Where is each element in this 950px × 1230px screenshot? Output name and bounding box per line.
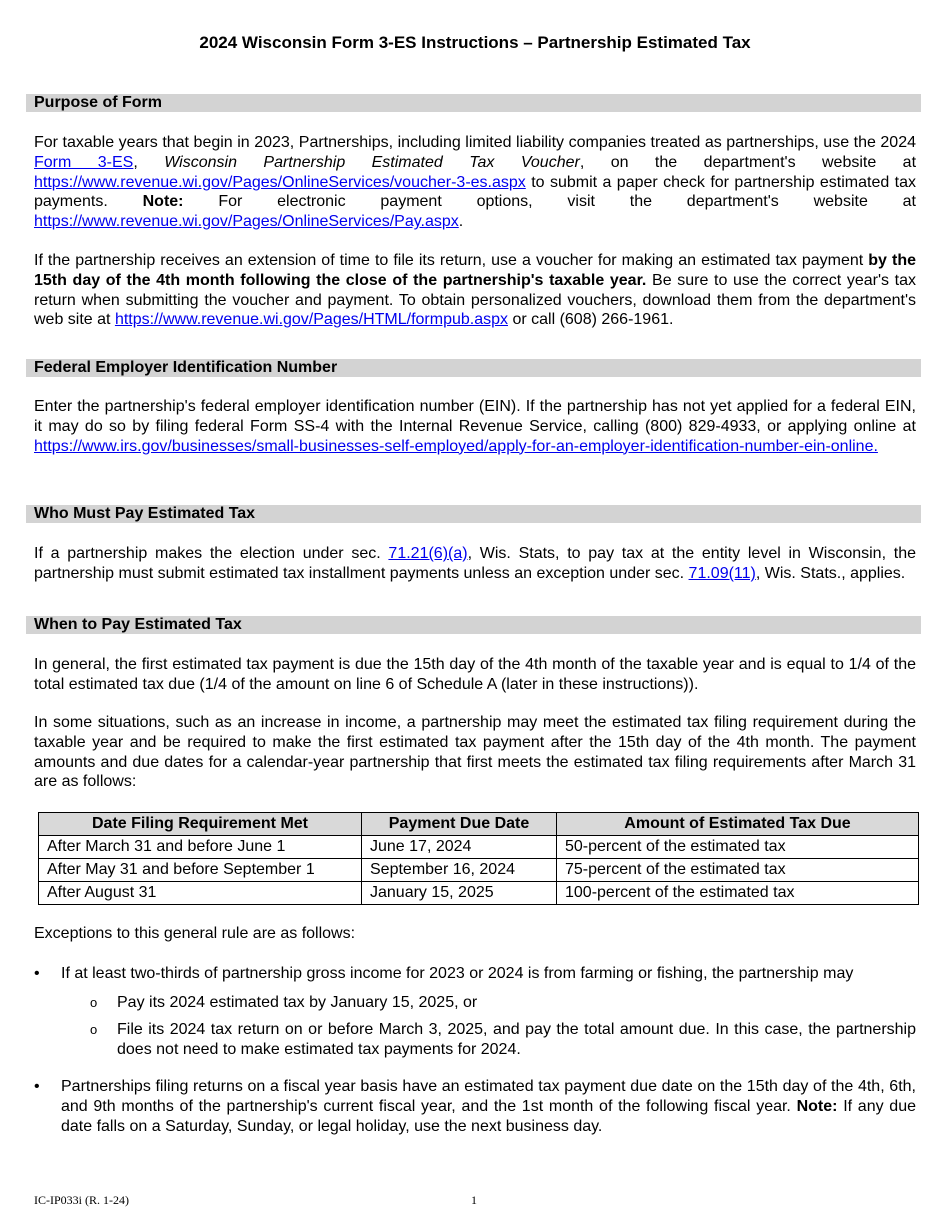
section-heading-who: Who Must Pay Estimated Tax xyxy=(26,505,921,523)
table-header-row xyxy=(39,813,919,836)
sub-bullet-icon: o xyxy=(90,1022,98,1037)
cell-date-met: After May 31 and before September 1 xyxy=(39,859,362,882)
section-heading-fein: Federal Employer Identification Number xyxy=(26,359,921,377)
list-item-farming xyxy=(34,964,916,984)
text: If a partnership makes the election under sec. xyxy=(34,545,389,562)
cell-date-met: After March 31 and before June 1 xyxy=(39,836,362,859)
text: . xyxy=(458,213,464,231)
formpub-url-link[interactable]: https://www.revenue.wi.gov/Pages/HTML/formpub.aspx xyxy=(114,311,508,329)
sub-list-item-pay xyxy=(90,993,916,1013)
exceptions-intro: Exceptions to this general rule are as follows: xyxy=(34,925,356,942)
cell-amount: 100-percent of the estimated tax xyxy=(557,882,919,905)
when-paragraph-1: In general, the first estimated tax payment is due the 15th day of the 4th month of the taxable year and is equal to 1/4 of the total estimated tax due (1/4 of the amount on line 6 of Schedule A (later in these instructions)). xyxy=(34,656,916,693)
purpose-paragraph-1 xyxy=(34,133,916,232)
bullet-icon: • xyxy=(34,1078,40,1095)
form-3es-link[interactable]: Form 3-ES xyxy=(34,153,134,171)
voucher-title: Wisconsin Partnership Estimated Tax Voucher xyxy=(164,153,580,171)
irs-ein-url-link[interactable]: https://www.irs.gov/businesses/small-businesses-self-employed/apply-for-an-employer-identification-number-ein-online. xyxy=(34,437,878,455)
list-item-fiscal-year xyxy=(34,1077,916,1136)
text: If the partnership receives an extension of time to file its return, use a voucher for making an estimated tax payment xyxy=(34,252,869,269)
list-item-text: If at least two-thirds of partnership gross income for 2023 or 2024 is from farming or fishing, the partnership may xyxy=(61,965,854,982)
cell-due-date: June 17, 2024 xyxy=(362,836,557,859)
fein-paragraph xyxy=(34,397,916,456)
cell-date-met: After August 31 xyxy=(39,882,362,905)
list-item-text: Pay its 2024 estimated tax by January 15, 2025, or xyxy=(117,994,478,1011)
text: If any due date falls on a Saturday, Sunday, or legal holiday, use the next business day. xyxy=(61,1097,917,1135)
section-heading-purpose: Purpose of Form xyxy=(26,94,921,112)
table-row xyxy=(39,836,919,859)
column-header-date-met: Date Filing Requirement Met xyxy=(39,813,362,836)
column-header-amount: Amount of Estimated Tax Due xyxy=(557,813,919,836)
table-row xyxy=(39,882,919,905)
voucher-url-link[interactable]: https://www.revenue.wi.gov/Pages/OnlineServices/voucher-3-es.aspx xyxy=(34,173,526,191)
note-label: Note: xyxy=(796,1097,838,1115)
statute-71-09-link[interactable]: 71.09(11) xyxy=(688,564,756,582)
cell-due-date: January 15, 2025 xyxy=(362,882,557,905)
when-paragraph-2: In some situations, such as an increase in income, a partnership may meet the estimated tax filing requirement during the taxable year and be required to make the first estimated tax payment after the 15th day of the 4th month. The payment amounts and due dates for a calendar-year partnership that first meets the estimated tax filing requirements after March 31 are as follows: xyxy=(34,714,916,791)
statute-71-21-link[interactable]: 71.21(6)(a) xyxy=(388,545,468,562)
text: , xyxy=(133,153,165,171)
text: Be sure to use the correct year's tax return when submitting the voucher and payment. To obtain personalized vouchers, download them from the department's web site at xyxy=(34,271,917,329)
list-item-text: File its 2024 tax return on or before March 3, 2025, and pay the total amount due. In this case, the partnership does not need to make estimated tax payments for 2024. xyxy=(117,1021,916,1058)
purpose-paragraph-2 xyxy=(34,251,916,330)
text: Partnerships filing returns on a fiscal year basis have an estimated tax payment due date on the 15th day of the 4th, 6th, and 9th months of the partnership's current fiscal year, and the 1st month of the following fiscal year. xyxy=(61,1078,916,1115)
text: For taxable years that begin in 2023, Partnerships, including limited liability companies treated as partnerships, use the 2024 xyxy=(34,134,916,151)
list-item-text xyxy=(61,1077,916,1136)
deadline-emphasis: by the 15th day of the 4th month following the close of the partnership's taxable year. xyxy=(34,252,916,289)
sub-bullet-icon: o xyxy=(90,995,98,1010)
sub-list-item-file xyxy=(90,1020,916,1060)
text: , on the department's website at xyxy=(579,153,917,171)
text: or call (608) 266-1961. xyxy=(508,311,674,329)
text: , Wis. Stats, to pay tax at the entity level in Wisconsin, the partnership must submit estimated tax installment payments unless an exception under sec. xyxy=(34,545,916,582)
cell-amount: 50-percent of the estimated tax xyxy=(557,836,919,859)
bullet-icon: • xyxy=(34,965,40,982)
column-header-due-date: Payment Due Date xyxy=(362,813,557,836)
text: Enter the partnership's federal employer identification number (EIN). If the partnership has not yet applied for a federal EIN, it may do so by filing federal Form SS-4 with the Internal Revenue Service, calling (800) 829-4933, or applying online at xyxy=(34,398,916,435)
text: For electronic payment options, visit the department's website at xyxy=(183,193,916,211)
text: to submit a paper check for partnership estimated tax payments. xyxy=(34,173,916,211)
cell-due-date: September 16, 2024 xyxy=(362,859,557,882)
text: , Wis. Stats., applies. xyxy=(755,564,906,582)
due-dates-table xyxy=(38,812,919,905)
table-row xyxy=(39,859,919,882)
page-number: 1 xyxy=(471,1193,477,1207)
cell-amount: 75-percent of the estimated tax xyxy=(557,859,919,882)
form-id: IC-IP033i (R. 1-24) xyxy=(34,1193,129,1207)
page-title: 2024 Wisconsin Form 3-ES Instructions – Partnership Estimated Tax xyxy=(199,33,751,52)
section-heading-when: When to Pay Estimated Tax xyxy=(26,616,921,634)
who-paragraph xyxy=(34,544,916,584)
note-label: Note: xyxy=(142,193,184,211)
pay-url-link[interactable]: https://www.revenue.wi.gov/Pages/OnlineServices/Pay.aspx xyxy=(34,213,459,231)
